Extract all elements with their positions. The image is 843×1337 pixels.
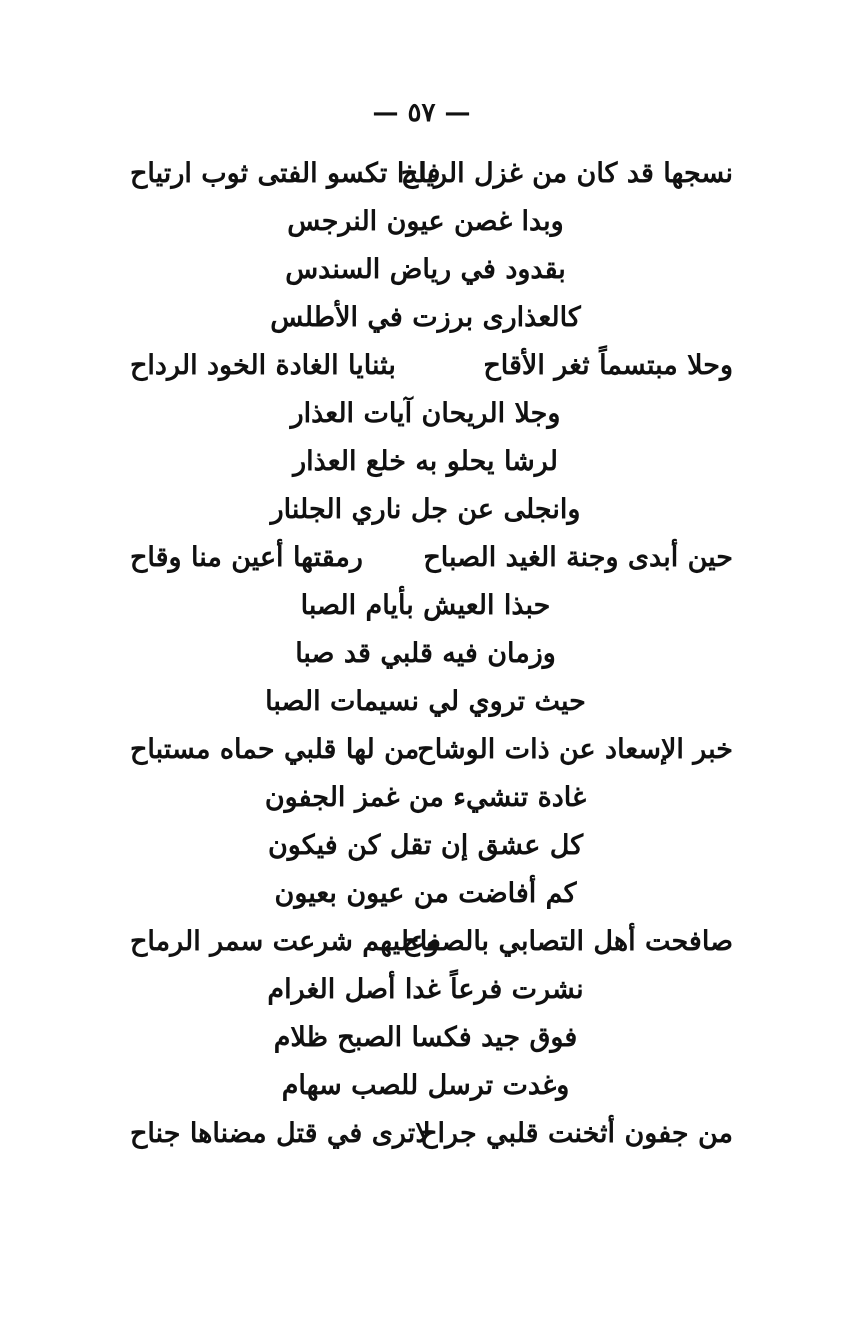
refrain-line	[0, 870, 843, 918]
refrain-text: وانجلى عن جل ناري الجلنار	[270, 494, 581, 525]
verse-line	[0, 918, 843, 966]
refrain-line	[0, 822, 843, 870]
verse-first-hemistich: حين أبدى وجنة الغيد الصباح	[423, 542, 733, 573]
refrain-text: كم أفاضت من عيون بعيون	[274, 878, 577, 909]
verse-second-hemistich: فلذا تكسو الفتى ثوب ارتياح	[130, 158, 441, 189]
verse-first-hemistich: من جفون أثخنت قلبي جراح	[420, 1118, 733, 1149]
verse-second-hemistich: وعليهم شرعت سمر الرماح	[130, 926, 439, 957]
refrain-line	[0, 438, 843, 486]
verse-line	[0, 150, 843, 198]
refrain-line	[0, 486, 843, 534]
verse-first-hemistich: نسجها قد كان من غزل الرياح	[400, 158, 733, 189]
verse-first-hemistich: صافحت أهل التصابي بالصفاح	[402, 926, 733, 957]
refrain-line	[0, 774, 843, 822]
refrain-text: لرشا يحلو به خلع العذار	[293, 446, 558, 477]
verse-line	[0, 1110, 843, 1158]
refrain-text: وبدا غصن عيون النرجس	[287, 206, 564, 237]
refrain-text: وغدت ترسل للصب سهام	[281, 1070, 570, 1101]
refrain-text: وجلا الريحان آيات العذار	[290, 398, 561, 429]
refrain-line	[0, 630, 843, 678]
refrain-text: غادة تنشيء من غمز الجفون	[264, 782, 587, 813]
refrain-line	[0, 582, 843, 630]
page-number: — ٥٧ —	[372, 98, 471, 128]
verse-first-hemistich: وحلا مبتسماً ثغر الأقاح	[483, 350, 733, 381]
refrain-text: كالعذارى برزت في الأطلس	[270, 302, 581, 333]
refrain-line	[0, 198, 843, 246]
refrain-line	[0, 966, 843, 1014]
refrain-text: بقدود في رياض السندس	[285, 254, 566, 285]
verse-first-hemistich: خبر الإسعاد عن ذات الوشاح	[417, 734, 733, 765]
refrain-text: نشرت فرعاً غدا أصل الغرام	[267, 974, 584, 1005]
refrain-text: حبذا العيش بأيام الصبا	[300, 590, 551, 621]
refrain-text: حيث تروي لي نسيمات الصبا	[265, 686, 586, 717]
refrain-line	[0, 678, 843, 726]
verse-line	[0, 534, 843, 582]
refrain-text: كل عشق إن تقل كن فيكون	[267, 830, 584, 861]
refrain-line	[0, 294, 843, 342]
verse-line	[0, 342, 843, 390]
refrain-line	[0, 246, 843, 294]
refrain-line	[0, 1014, 843, 1062]
verse-second-hemistich: لاترى في قتل مضناها جناح	[130, 1118, 431, 1149]
refrain-line	[0, 1062, 843, 1110]
verse-second-hemistich: بثنايا الغادة الخود الرداح	[130, 350, 396, 381]
verse-second-hemistich: رمقتها أعين منا وقاح	[130, 542, 363, 573]
poem-body	[0, 150, 843, 1158]
refrain-line	[0, 390, 843, 438]
refrain-text: وزمان فيه قلبي قد صبا	[295, 638, 556, 669]
verse-line	[0, 726, 843, 774]
refrain-text: فوق جيد فكسا الصبح ظلام	[273, 1022, 578, 1053]
verse-second-hemistich: من لها قلبي حماه مستباح	[130, 734, 420, 765]
